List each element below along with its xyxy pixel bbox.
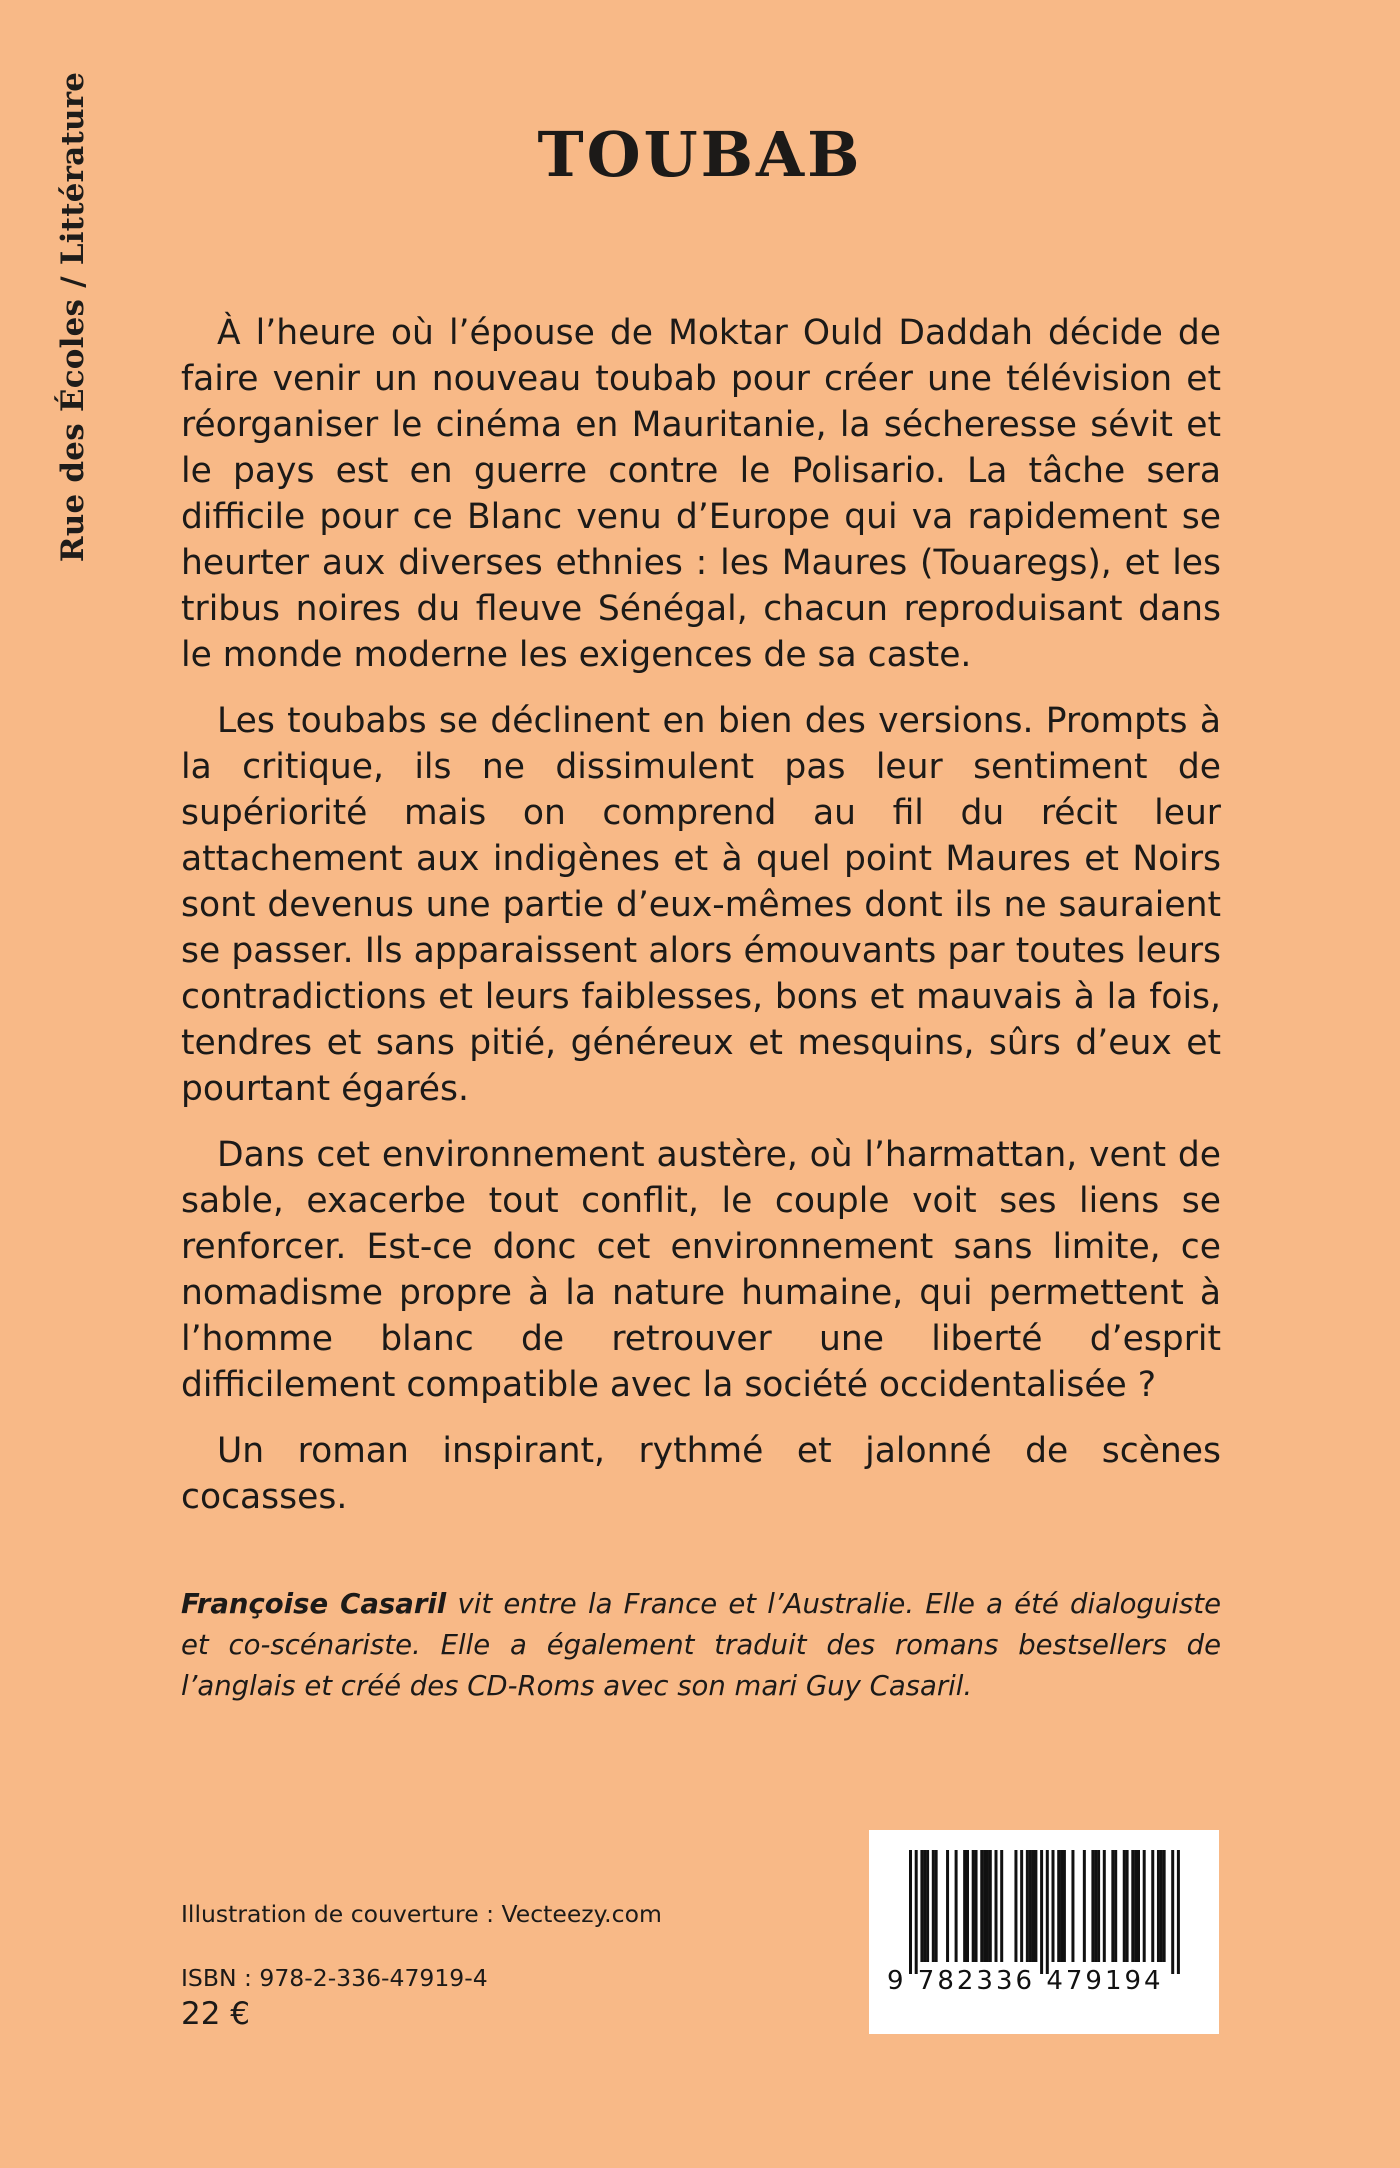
barcode-bar: [1020, 1850, 1023, 1962]
illustration-credit: Illustration de couverture : Vecteezy.com: [181, 1900, 662, 1928]
barcode-bar: [1143, 1850, 1146, 1962]
barcode-bar: [1097, 1850, 1100, 1962]
barcode: [869, 1830, 1219, 2034]
price: 22 €: [181, 1996, 251, 2032]
barcode-bar: [1046, 1850, 1049, 1974]
barcode-bar: [1163, 1850, 1166, 1962]
author-bio-text: vit entre la France et l’Australie. Elle a été dialoguiste et co-scénariste. Elle a également traduit des romans bestsellers de l’anglais et créé des CD-Roms avec son mari Guy Casaril.: [181, 1588, 1221, 1702]
barcode-bar: [1032, 1850, 1035, 1962]
barcode-bar: [1177, 1850, 1180, 1974]
barcode-bar: [1160, 1850, 1163, 1962]
barcode-bar: [1091, 1850, 1094, 1962]
barcode-bar: [946, 1850, 949, 1962]
barcode-bar: [1063, 1850, 1066, 1962]
barcode-bar: [955, 1850, 958, 1962]
barcode-bar: [1083, 1850, 1086, 1962]
barcode-bar: [972, 1850, 975, 1962]
blurb-paragraph: Les toubabs se déclinent en bien des versions. Prompts à la critique, ils ne dissimulent pas leur sentiment de supériorité mais on comprend au fil du récit leur attachement aux indigènes et à quel point Maures et Noirs sont devenus une partie d’eux-mêmes dont ils ne sauraient se passer. Ils apparaissent alors émouvants par toutes leurs contradictions et leurs faiblesses, bons et mauvais à la fois, tendres et sans pitié, généreux et mesquins, sûrs d’eux et pourtant égarés.: [181, 701, 1221, 1109]
barcode-bar: [1134, 1850, 1137, 1962]
barcode-bar: [923, 1850, 926, 1962]
barcode-bar: [1040, 1850, 1043, 1974]
barcode-bar: [1137, 1850, 1140, 1962]
barcode-bar: [1014, 1850, 1017, 1962]
barcode-bar: [1123, 1850, 1126, 1962]
barcode-bar: [1131, 1850, 1134, 1962]
barcode-bar: [926, 1850, 929, 1962]
collection-name: Rue des Écoles / Littérature: [55, 71, 91, 563]
barcode-bar: [1052, 1850, 1055, 1962]
barcode-bar: [1171, 1850, 1174, 1974]
blurb-paragraph: À l’heure où l’épouse de Moktar Ould Daddah décide de faire venir un nouveau toubab pour créer une télévision et réorganiser le cinéma en Mauritanie, la sécheresse sévit et le pays est en guerre contre le Polisario. La tâche sera difficile pour ce Blanc venu d’Europe qui va rapidement se heurter aux diverses ethnies : les Maures (Touaregs), et les tribus noires du fleuve Sénégal, chacun reproduisant dans le monde moderne les exigences de sa caste.: [181, 313, 1221, 675]
barcode-bar: [1111, 1850, 1114, 1962]
barcode-bar: [920, 1850, 923, 1962]
barcode-bar: [975, 1850, 978, 1962]
credits: [181, 1898, 662, 2030]
barcode-bar: [909, 1850, 912, 1974]
isbn: ISBN : 978-2-336-47919-4: [181, 1964, 488, 1992]
barcode-bar: [995, 1850, 998, 1962]
barcode-bar: [1103, 1850, 1106, 1962]
barcode-bar: [963, 1850, 966, 1962]
barcode-bar: [915, 1850, 918, 1974]
barcode-bar: [980, 1850, 983, 1962]
author-bio: [181, 1584, 1221, 1707]
barcode-bar: [1060, 1850, 1063, 1962]
barcode-bar: [1026, 1850, 1029, 1962]
barcode-bar: [1034, 1850, 1037, 1962]
barcode-bar: [986, 1850, 989, 1962]
barcode-bar: [1057, 1850, 1060, 1962]
barcode-bar: [1000, 1850, 1003, 1962]
barcode-bar: [1029, 1850, 1032, 1962]
barcode-bar: [1114, 1850, 1117, 1962]
barcode-bar: [1126, 1850, 1129, 1962]
barcode-bars: [869, 1830, 1219, 2034]
barcode-bar: [1071, 1850, 1074, 1962]
barcode-bar: [989, 1850, 992, 1962]
back-cover-blurb: [181, 310, 1221, 1540]
author-name: Françoise Casaril: [181, 1588, 447, 1620]
barcode-bar: [1151, 1850, 1154, 1962]
barcode-bar: [966, 1850, 969, 1962]
book-title: TOUBAB: [537, 118, 863, 191]
blurb-paragraph: Dans cet environnement austère, où l’harmattan, vent de sable, exacerbe tout conflit, le couple voit ses liens se renforcer. Est-ce donc cet environnement sans limite, ce nomadisme propre à la nature humaine, qui permettent à l’homme blanc de retrouver une liberté d’esprit difficilement compatible avec la société occidentalisée ?: [181, 1135, 1221, 1405]
blurb-paragraph: Un roman inspirant, rythmé et jalonné de scènes cocasses.: [181, 1431, 1221, 1517]
barcode-bar: [935, 1850, 938, 1962]
barcode-bar: [983, 1850, 986, 1962]
barcode-bar: [1094, 1850, 1097, 1962]
barcode-bar: [932, 1850, 935, 1962]
barcode-bar: [1157, 1850, 1160, 1962]
barcode-digits: 9 782336 479194: [887, 1966, 1164, 1996]
